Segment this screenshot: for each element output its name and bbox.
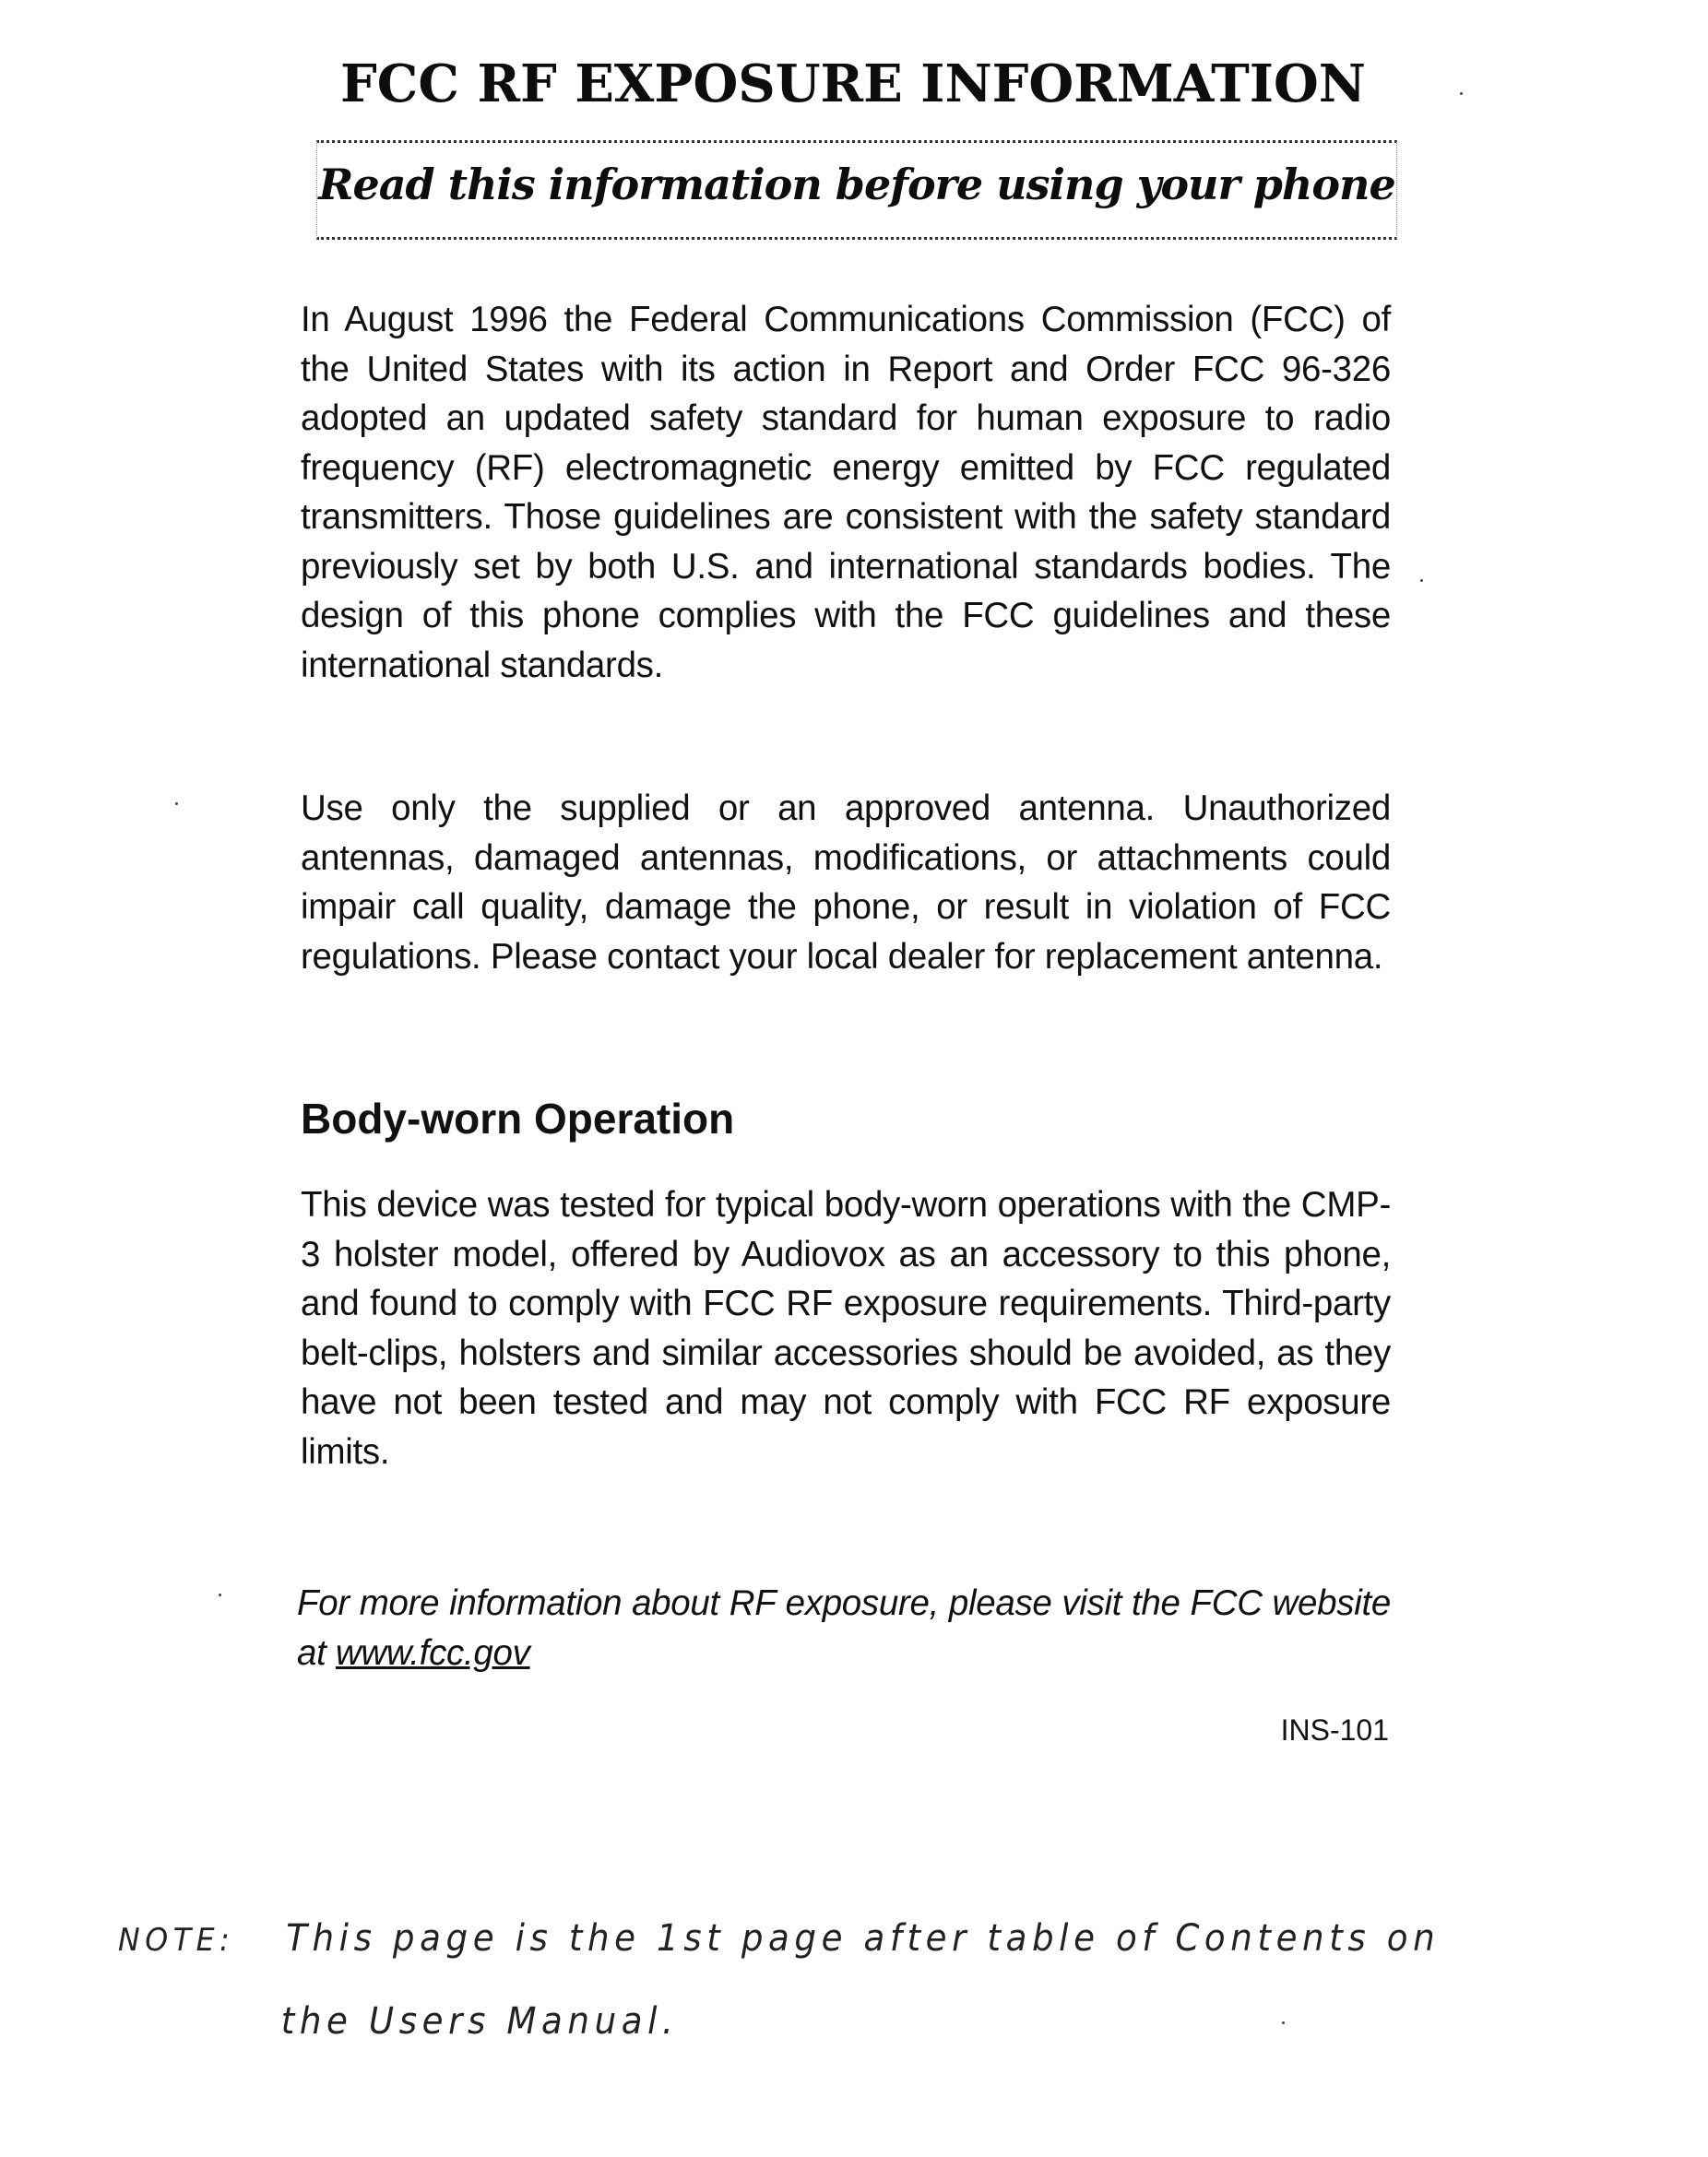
scan-speck xyxy=(1460,92,1463,95)
fcc-website-link[interactable]: www.fcc.gov xyxy=(335,1633,530,1673)
scan-speck xyxy=(1282,2021,1285,2024)
scan-speck xyxy=(219,1594,221,1596)
subtitle-box xyxy=(316,140,1397,240)
note-line-2: the Users Manual. xyxy=(280,2000,679,2043)
document-code: INS-101 xyxy=(1280,1713,1389,1747)
scan-speck xyxy=(175,802,178,805)
paragraph-fcc-standard: In August 1996 the Federal Communications Commission (FCC) of the United States with its action in Report and Order FCC 96-326 adopted an updated safety standard for human exposure to radio frequency (RF) electromagnetic energy emitted by FCC regulated transmitters. Those guidelines are consistent with the safety standard previously set by both U.S. and international standards bodies. The design of this phone complies with the FCC guidelines and these international standards. xyxy=(301,300,1391,685)
handwritten-note xyxy=(118,1898,1524,2062)
note-line-1: This page is the 1st page after table of Contents on xyxy=(286,1917,1441,1960)
note-label: NOTE: xyxy=(118,1922,235,1959)
scan-speck xyxy=(1420,579,1423,582)
more-info xyxy=(297,1579,1391,1678)
page-title: FCC RF EXPOSURE INFORMATION xyxy=(340,53,1366,114)
more-info-text: For more information about RF exposure, please visit the FCC website at xyxy=(297,1583,1391,1673)
paragraph-antenna: Use only the supplied or an approved antenna. Unauthorized antennas, damaged antennas, modifications, or attachments could impair call quality, damage the phone, or result in violation of FCC regulations. Please contact your local dealer for replacement antenna. xyxy=(301,788,1391,977)
subtitle: Read this information before using your phone xyxy=(318,160,1395,209)
paragraph-body-worn: This device was tested for typical body-worn operations with the CMP-3 holster model, offered by Audiovox as an accessory to this phone, and found to comply with FCC RF exposure requirements. Third-party belt-clips, holsters and similar accessories should be avoided, as they have not been tested and may not comply with FCC RF exposure limits. xyxy=(301,1185,1391,1472)
section-heading-body-worn: Body-worn Operation xyxy=(301,1095,735,1143)
